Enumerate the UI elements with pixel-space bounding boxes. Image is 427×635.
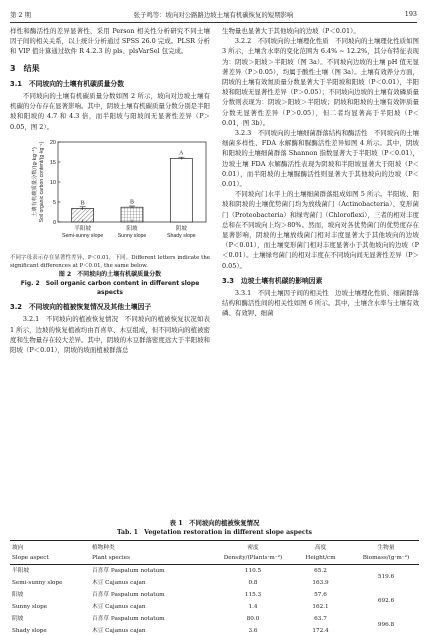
- y-tick-label: 5: [52, 199, 56, 206]
- species-cell: 木豆 Cajanus cajan: [92, 604, 146, 610]
- x-tick-label-en: Sunny slope: [117, 232, 147, 239]
- running-header: [10, 10, 417, 22]
- aspect-cell: 阳坡: [12, 592, 24, 598]
- density-cell: 110.5: [244, 568, 262, 574]
- table-1-caption-en-text: Tab. 1 Vegetation restoration in different slope aspects: [116, 529, 312, 536]
- col-header-aspect-cn: 坡向: [10, 541, 90, 554]
- col-header-biomass-cn: 生物量: [353, 541, 419, 554]
- aspect-cell: 阴坡: [12, 616, 24, 622]
- y-axis-label-cn: 土壤有机碳质量分数/(g·kg⁻¹): [32, 146, 38, 217]
- species-cell: 木豆 Cajanus cajan: [90, 625, 218, 635]
- biomass-cell: 996.8: [377, 622, 395, 629]
- significance-letter: B: [80, 200, 85, 207]
- aspect-cell: Shady slope: [10, 625, 90, 635]
- section-3-heading: 3 结果: [10, 63, 40, 73]
- significance-letter: B: [129, 199, 135, 206]
- page-number: 193: [404, 10, 417, 18]
- section-3-1-paragraph: 不同坡向的土壤有机碳质量分数如图 2 所示，坡向对边坡土壤有机碳的分布存在显著影响。其中，阴坡土壤有机碳质量分数分别是半阳坡和阳坡的 4.7 和 4.3 倍，而半阳坡与阳坡间无显著性差异（P＞0.05，图 2）。: [10, 92, 210, 131]
- x-tick-label-cn: 半阳坡: [74, 225, 92, 232]
- y-tick-label: 0: [52, 219, 56, 226]
- col-header-density-en: Density/(Plants·m⁻²): [218, 553, 288, 565]
- figure-2-caption-en: [10, 279, 210, 297]
- y-axis-label-en: Soil organic carbon content/(g·kg⁻¹): [39, 141, 45, 223]
- species-cell: 百喜草 Paspalum notatum: [92, 568, 165, 574]
- running-title: 张子鸣等：坡向对公路路边坡土壤有机碳恢复的短期影响: [133, 11, 294, 19]
- col-header-species-en: Plant species: [90, 553, 218, 565]
- col-header-species-cn: 植物种类: [90, 541, 218, 554]
- density-cell: 115.3: [244, 592, 262, 598]
- x-tick-label-en: Shady slope: [167, 232, 196, 239]
- table-1-caption-cn-text: 表 1 不同坡向的植被恢复情况: [169, 519, 260, 527]
- table-row: [10, 589, 419, 601]
- col-header-aspect-en: Slope aspect: [10, 553, 90, 565]
- biomass-cell: 519.6: [377, 574, 395, 580]
- aspect-cell: Semi-sunny slope: [12, 580, 63, 586]
- table-1-caption-cn: [10, 519, 419, 528]
- table-row: [10, 613, 419, 625]
- figure-2-caption-en-text: Fig. 2 Soil organic carbon content in different slope aspects: [20, 280, 200, 297]
- section-3-3-1-paragraph: 3.3.1 不同土壤因子间的相关性 边坡土壤理化性质、细菌群落结构和酶活性间的相关性如图 6 所示。其中，土壤含水率与土壤有效磷、有效钾、细菌: [222, 289, 419, 318]
- height-cell: 63.7: [314, 616, 327, 622]
- density-cell: 0.8: [248, 580, 258, 586]
- right-column: [222, 26, 419, 319]
- y-tick-label: 20: [49, 139, 56, 146]
- figure-2-chart: [10, 136, 210, 252]
- bar-chart-svg: [10, 136, 210, 252]
- vegetation-table: [10, 540, 419, 635]
- height-cell: 57.6: [314, 592, 327, 598]
- issue-number: 第 2 期: [10, 11, 31, 19]
- significance-letter: A: [179, 150, 184, 157]
- y-tick-label: 10: [49, 179, 56, 186]
- col-header-density-cn: 密度: [218, 541, 288, 554]
- bacteria-paragraph: 不同坡向门水平上的土壤细菌群落组成如图 5 所示。半阳坡、阳坡和阴坡的土壤优势菌门均为放线菌门（Actinobacteria）、变形菌门（Proteobacteria）和绿弯菌门（Chloroflexi），三者的相对丰度总和在不同坡向上均＞80%。然而，坡向对各优势菌门的优势度存在显著影响，阴坡的土壤放线菌门相对丰度显著大于其他坡向的边坡（P＜0.01），而土壤变形菌门相对丰度显著小于其他坡向的边坡（P＜0.01）。土壤绿弯菌门的相对丰度在不同坡向间无显著性差异（P＞0.05）。: [222, 190, 419, 270]
- height-cell: 172.4: [288, 625, 353, 635]
- figure-2-caption-cn: [10, 270, 210, 279]
- biomass-cell: 692.6: [377, 598, 395, 604]
- section-3-2-2-paragraph: 3.2.2 不同坡向的土壤理化性质 不同坡向的土壤理化性质如图 3 所示，土壤含水率的变化范围为 6.4% ~ 12.2%，其分布特征表现为：阴坡＞阳坡＞半阳坡（图 3a）。不同坡向边坡的土壤 pH 值无显著差异（P＞0.05），均属于酸性土壤（图 3a）。土壤有效养分方面，阴坡的土壤有效氮质量分数显著大于半阳坡和阳坡（P＜0.01），半阳坡和阳坡无显著性差异（P＞0.05）；不同坡向边坡的土壤有效磷质量分数则表现为：阴坡＞阳坡＞半阳坡；阴坡和阳坡的土壤有效钾质量分数无显著性差异（P＞0.05），但二者均显著高于半阳坡（P＜0.01，图 3b）。: [222, 37, 419, 127]
- right-continuation: 生物量也显著大于其他坡向的边坡（P＜0.01）。: [222, 27, 360, 35]
- height-cell: 163.9: [312, 580, 329, 586]
- figure-2-caption-cn-text: 图 2 不同坡向的土壤有机碳质量分数: [58, 271, 162, 279]
- density-cell: 1.4: [248, 604, 258, 610]
- y-tick-label: 15: [49, 159, 56, 166]
- density-cell: 80.0: [246, 616, 260, 622]
- col-header-height-en: Height/cm: [288, 553, 353, 565]
- section-3-2-3-paragraph: 3.2.3 不同坡向的土壤细菌群落结构和酶活性 不同坡向的土壤细菌多样性、FDA 水解酶和脲酶活性差异如图 4 所示。其中，阴坡和阳坡的土壤细菌群落 Shannon 指数显著大于半阳坡（P＜0.01），边坡土壤 FDA 水解酶活性表现为阴坡和半阳坡显著大于阳坡（P＜0.01），而半阳坡的土壤脲酶活性则显著大于其他坡向的边坡（P＜0.01）。: [222, 129, 419, 189]
- aspect-cell: 半阳坡: [12, 568, 30, 574]
- height-cell: 162.1: [312, 604, 329, 610]
- x-tick-label-cn: 阳坡: [126, 225, 138, 232]
- methods-paragraph: 样性和酶活性的差异显著性，采用 Person 相关性分析研究不同土壤因子间的相关关系，以上统计分析通过 SPSS 26.0 完成。PLSR 分析和 VIP 值计算通过软件 R 4.2.3 的 pls、plsVarSel 包完成。: [10, 27, 210, 56]
- header-rule: [10, 22, 417, 23]
- species-cell: 百喜草 Paspalum notatum: [92, 592, 165, 598]
- x-tick-label-en: Semi-sunny slope: [62, 232, 104, 239]
- bar: [170, 158, 192, 222]
- table-1: [10, 519, 419, 635]
- figure-2-note: 不同字母表示存在显著性差异，P＜0.01，下同。Different letters indicate the significant differences at P＜0.01, the same below.: [10, 254, 210, 270]
- species-cell: 木豆 Cajanus cajan: [92, 580, 146, 586]
- section-3-3-heading: 3.3 边坡土壤有机碳的影响因素: [222, 276, 323, 285]
- left-column: [10, 26, 210, 355]
- section-3-2-1-paragraph: 3.2.1 不同坡向的植被恢复情况 不同坡向的植被恢复状况如表 1 所示，边坡的恢复植被均由百喜草、木豆组成，但不同坡向的植被密度和生物量存在较大差异。其中，阴坡的木豆群落密度远大于半阳坡和阳坡（P＜0.01），阴坡的坡面植被群落总: [10, 315, 210, 355]
- x-tick-label-cn: 阴坡: [175, 225, 187, 232]
- section-3-2-heading: 3.2 不同坡向的植被恢复情况及其他土壤因子: [10, 303, 152, 312]
- section-3-1-heading: 3.1 不同坡向的土壤有机碳质量分数: [10, 79, 124, 88]
- col-header-height-cn: 高度: [288, 541, 353, 554]
- bar: [121, 207, 143, 222]
- table-header-row-en: [10, 553, 419, 565]
- table-1-caption-en: [10, 528, 419, 537]
- density-cell: 3.6: [218, 625, 288, 635]
- aspect-cell: Sunny slope: [12, 604, 48, 610]
- bar: [72, 208, 94, 222]
- col-header-biomass-en: Biomass/(g·m⁻²): [353, 553, 419, 565]
- height-cell: 65.2: [314, 568, 327, 574]
- species-cell: 百喜草 Paspalum notatum: [92, 616, 165, 622]
- table-row: [10, 565, 419, 578]
- table-header-row-cn: [10, 541, 419, 554]
